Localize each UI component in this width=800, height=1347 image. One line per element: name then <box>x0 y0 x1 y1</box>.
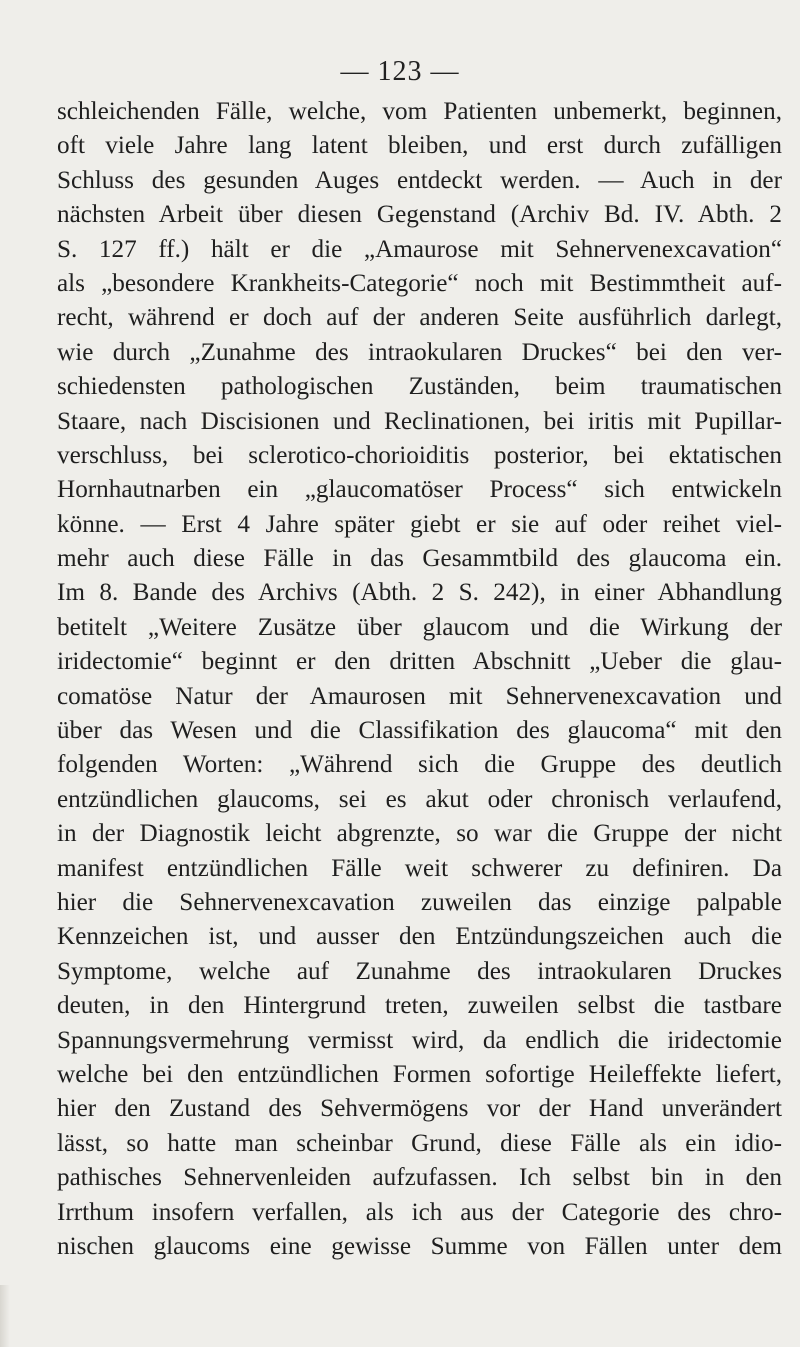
text-line: schleichenden Fälle, welche, vom Patienten unbemerkt, beginnen, <box>57 98 782 125</box>
text-line: als „besondere Krankheits-Categorie“ noch mit Bestimmtheit auf- <box>57 269 782 297</box>
text-line: recht, während er doch auf der anderen Seite ausführlich darlegt, <box>57 304 782 332</box>
text-line: in der Diagnostik leicht abgrenzte, so war die Gruppe der nicht <box>57 820 782 848</box>
text-line: könne. — Erst 4 Jahre später giebt er sie auf oder reihet viel- <box>57 510 782 538</box>
body-text <box>57 95 782 1264</box>
text-line: Symptome, welche auf Zunahme des intraokularen Druckes <box>57 957 782 985</box>
text-line: betitelt „Weitere Zusätze über glaucom und die Wirkung der <box>57 613 782 641</box>
text-line: wie durch „Zunahme des intraokularen Druckes“ bei den ver- <box>57 338 782 366</box>
text-line: mehr auch diese Fälle in das Gesammtbild des glaucoma ein. <box>57 545 782 573</box>
text-line: pathisches Sehnervenleiden aufzufassen. Ich selbst bin in den <box>57 1164 782 1192</box>
text-line: Irrthum insofern verfallen, als ich aus der Categorie des chro- <box>57 1198 782 1226</box>
text-line: lässt, so hatte man scheinbar Grund, diese Fälle als ein idio- <box>57 1129 782 1157</box>
text-line: nächsten Arbeit über diesen Gegenstand (Archiv Bd. IV. Abth. 2 <box>57 201 782 229</box>
text-line: iridectomie“ beginnt er den dritten Abschnitt „Ueber die glau- <box>57 648 782 676</box>
text-line: Schluss des gesunden Auges entdeckt werden. — Auch in der <box>57 166 782 194</box>
page-number: — 123 — <box>340 56 460 87</box>
text-line: Staare, nach Discisionen und Reclinationen, bei iritis mit Pupillar- <box>57 407 782 435</box>
text-line: welche bei den entzündlichen Formen sofortige Heileffekte liefert, <box>57 1060 782 1088</box>
text-line: folgenden Worten: „Während sich die Gruppe des deutlich <box>57 751 782 779</box>
text-line: nischen glaucoms eine gewisse Summe von Fällen unter dem <box>57 1232 782 1260</box>
text-line: Hornhautnarben ein „glaucomatöser Process“ sich entwickeln <box>57 476 782 504</box>
text-line: Spannungsvermehrung vermisst wird, da endlich die iridectomie <box>57 1026 782 1054</box>
text-line: Kennzeichen ist, und ausser den Entzündungszeichen auch die <box>57 923 782 951</box>
text-line: schiedensten pathologischen Zuständen, beim traumatischen <box>57 373 782 401</box>
text-line: verschluss, bei sclerotico-chorioiditis posterior, bei ektatischen <box>57 441 782 469</box>
text-line: hier den Zustand des Sehvermögens vor der Hand unverändert <box>57 1095 782 1123</box>
text-line: hier die Sehnervenexcavation zuweilen das einzige palpable <box>57 888 782 916</box>
text-line: S. 127 ff.) hält er die „Amaurose mit Sehnervenexcavation“ <box>57 235 782 263</box>
text-line: oft viele Jahre lang latent bleiben, und erst durch zufälligen <box>57 132 782 160</box>
text-line: deuten, in den Hintergrund treten, zuweilen selbst die tastbare <box>57 992 782 1020</box>
text-line: entzündlichen glaucoms, sei es akut oder chronisch verlaufend, <box>57 785 782 813</box>
text-line: Im 8. Bande des Archivs (Abth. 2 S. 242), in einer Abhandlung <box>57 579 782 607</box>
text-line: über das Wesen und die Classifikation des glaucoma“ mit den <box>57 717 782 745</box>
text-line: manifest entzündlichen Fälle weit schwerer zu definiren. Da <box>57 854 782 882</box>
text-line: comatöse Natur der Amaurosen mit Sehnervenexcavation und <box>57 682 782 710</box>
page-edge-shadow <box>0 1285 10 1347</box>
